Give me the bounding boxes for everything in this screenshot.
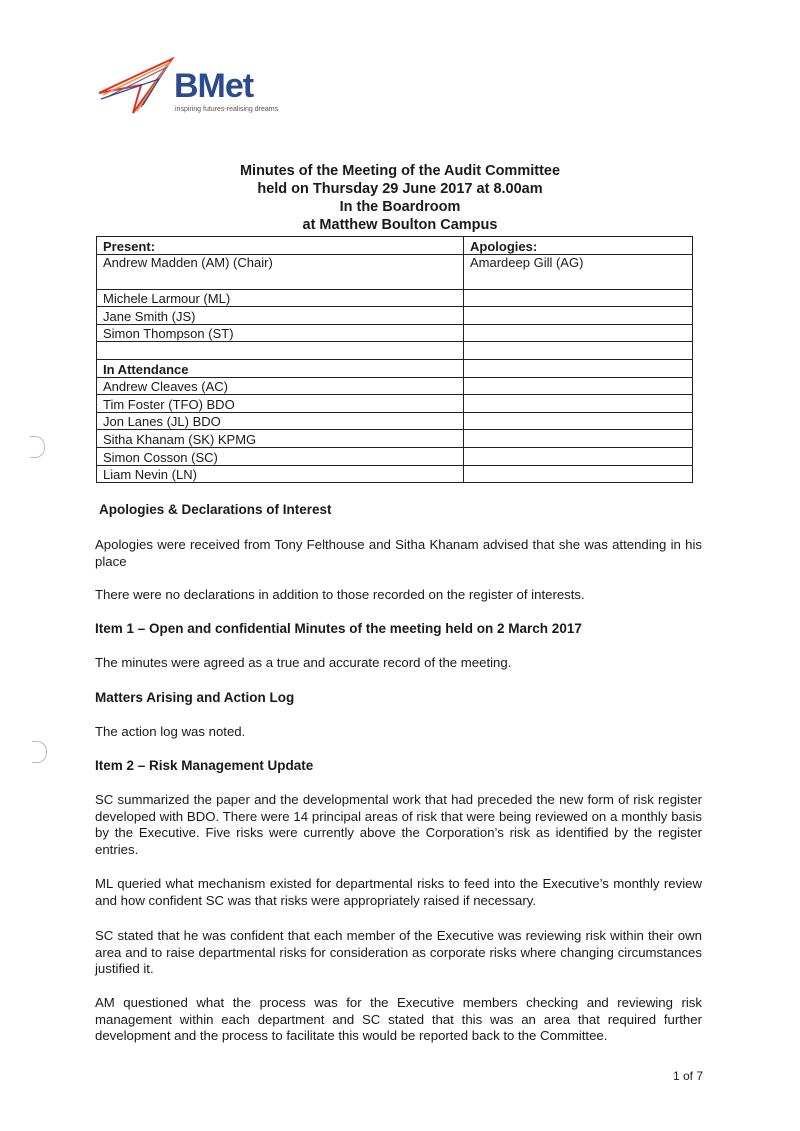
present-name: Andrew Madden (AM) (Chair) [97, 254, 464, 289]
paragraph: SC stated that he was confident that each member of the Executive was reviewing risk within their own area and to raise departmental risks for consideration as corporate risks where changing circumstances justified it. [95, 928, 702, 977]
paragraph: AM questioned what the process was for the Executive members checking and reviewing risk management within each department and SC stated that this was an area that required further development and the process to facilitate this would be reported back to the Committee. [95, 995, 702, 1044]
paragraph: SC summarized the paper and the developmental work that had preceded the new form of risk register developed with BDO. There were 14 principal areas of risk that were being reviewed on a monthly basis by the Executive. Five risks were currently above the Corporation’s risk as identified by the register entries. [95, 792, 702, 857]
punch-hole-mark [30, 436, 45, 458]
section-heading-item-2: Item 2 – Risk Management Update [95, 758, 314, 773]
apologies-header: Apologies: [464, 237, 693, 255]
empty-cell [464, 342, 693, 360]
attendee-name: Simon Cosson (SC) [97, 447, 464, 465]
paragraph: There were no declarations in addition to those recorded on the register of interests. [95, 587, 585, 602]
empty-cell [464, 430, 693, 448]
apologies-name: Amardeep Gill (AG) [464, 254, 693, 289]
table-row [97, 342, 693, 360]
empty-cell [464, 289, 693, 307]
empty-cell [464, 359, 693, 377]
logo-wordmark: BMet [174, 67, 254, 105]
section-heading-apologies: Apologies & Declarations of Interest [99, 502, 332, 517]
attendee-name: Jon Lanes (JL) BDO [97, 412, 464, 430]
attendance-table [96, 236, 693, 483]
section-heading-item-1: Item 1 – Open and confidential Minutes of the meeting held on 2 March 2017 [95, 621, 582, 636]
table-row [97, 377, 693, 395]
empty-cell [97, 342, 464, 360]
empty-cell [464, 412, 693, 430]
empty-cell [464, 307, 693, 325]
present-name: Jane Smith (JS) [97, 307, 464, 325]
section-heading-matters-arising: Matters Arising and Action Log [95, 690, 295, 705]
paragraph: The minutes were agreed as a true and accurate record of the meeting. [95, 655, 512, 670]
table-row [97, 324, 693, 342]
present-header: Present: [97, 237, 464, 255]
empty-cell [464, 395, 693, 413]
punch-hole-mark [32, 741, 47, 763]
table-row [97, 289, 693, 307]
logo-swoosh-icon [97, 55, 177, 117]
attendee-name: Tim Foster (TFO) BDO [97, 395, 464, 413]
table-row [97, 237, 693, 255]
table-row [97, 307, 693, 325]
present-name: Michele Larmour (ML) [97, 289, 464, 307]
empty-cell [464, 465, 693, 483]
table-row [97, 447, 693, 465]
table-row [97, 412, 693, 430]
present-name: Simon Thompson (ST) [97, 324, 464, 342]
table-row [97, 359, 693, 377]
document-title-line-3: In the Boardroom [339, 199, 461, 215]
document-title-line-1: Minutes of the Meeting of the Audit Committee [239, 163, 561, 179]
empty-cell [464, 324, 693, 342]
table-row [97, 395, 693, 413]
paragraph: Apologies were received from Tony Felthouse and Sitha Khanam advised that she was attending in his place [95, 537, 702, 569]
document-title-line-2: held on Thursday 29 June 2017 at 8.00am [257, 181, 543, 197]
empty-cell [464, 447, 693, 465]
attendee-name: Andrew Cleaves (AC) [97, 377, 464, 395]
attendee-name: Sitha Khanam (SK) KPMG [97, 430, 464, 448]
page-number: 1 of 7 [672, 1069, 703, 1083]
in-attendance-header: In Attendance [97, 359, 464, 377]
table-row [97, 465, 693, 483]
paragraph: ML queried what mechanism existed for departmental risks to feed into the Executive’s monthly review and how confident SC was that risks were appropriately raised if necessary. [95, 876, 702, 908]
bmet-logo [97, 55, 317, 117]
attendee-name: Liam Nevin (LN) [97, 465, 464, 483]
logo-tagline: inspiring futures-realising dreams [175, 106, 279, 113]
empty-cell [464, 377, 693, 395]
table-row [97, 430, 693, 448]
paragraph: The action log was noted. [95, 724, 246, 739]
table-row [97, 254, 693, 289]
document-title-line-4: at Matthew Boulton Campus [302, 217, 498, 233]
